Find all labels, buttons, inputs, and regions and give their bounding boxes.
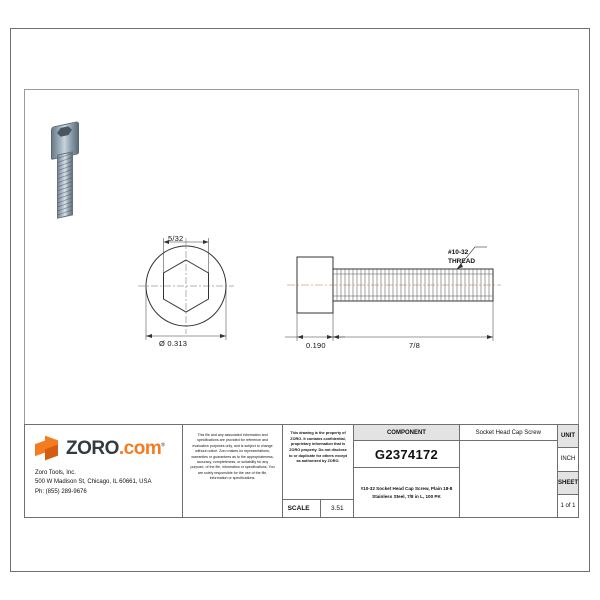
dim-head-length: 0.190 <box>306 341 326 350</box>
component-name: Socket Head Cap Screw <box>460 425 557 441</box>
dim-thread-length: 7/8 <box>409 341 421 350</box>
note-thread-spec-line2: THREAD <box>448 258 476 265</box>
sheet-label: SHEET <box>558 472 578 494</box>
company-address: 500 W Madison St, Chicago, IL 60661, USA <box>35 479 152 486</box>
render-thread-hatch <box>58 153 72 218</box>
dim-head-diameter: Ø 0.313 <box>159 339 188 348</box>
unit-sheet-cell <box>558 425 578 517</box>
scale-row <box>283 499 354 517</box>
disclaimer-text: This file and any associated information and specifications are provided for reference and evaluation purposes only, and is subject to change without notice. Zoro makes no representations, warranties or guarantees as to the appropriateness, accuracy, completeness, or suitability for any purpose, of the file, information or specifications. You are solely responsible for the use of the file, information or specifications. <box>183 425 282 517</box>
proprietary-cell <box>283 425 355 517</box>
side-view-drawing <box>279 229 509 354</box>
end-view-drawing <box>131 224 241 354</box>
zoro-trademark-symbol: ® <box>161 442 165 449</box>
component-label: COMPONENT <box>354 425 458 441</box>
screw-3d-render <box>47 124 93 224</box>
zoro-logo <box>35 437 172 460</box>
zoro-cube-logo-icon <box>35 437 61 460</box>
unit-value: INCH <box>560 456 576 463</box>
render-threaded-shank <box>57 151 73 218</box>
sheet-row <box>558 472 578 495</box>
title-block <box>24 424 579 518</box>
dim-across-flats: 5/32 <box>168 234 184 243</box>
unit-value-row <box>558 448 578 471</box>
sheet-value-row <box>558 495 578 517</box>
part-number: G2374172 <box>354 441 458 468</box>
scale-value: 3.51 <box>330 505 344 512</box>
zoro-wordmark <box>66 438 164 460</box>
unit-label: UNIT <box>558 425 578 447</box>
component-name-cell <box>460 425 558 517</box>
proprietary-text: This drawing is the property of ZORO. It contains confidential, proprietary information that is ZORO property. Do not disclose to or duplicate for others except as authorized by ZORO. <box>288 431 348 464</box>
sheet-value: 1 of 1 <box>560 502 576 509</box>
company-name: Zoro Tools, Inc. <box>35 470 76 476</box>
unit-row <box>558 425 578 448</box>
component-cell <box>354 425 459 517</box>
part-description: #10-32 Socket Head Cap Screw, Plain 18-8 Stainless Steel, 7/8 in L, 100 PK <box>360 486 453 499</box>
company-phone: Ph: (855) 289-9676 <box>35 488 87 495</box>
zoro-word-text: ZORO <box>66 437 119 459</box>
title-block-company-cell <box>25 425 183 517</box>
zoro-dotcom-text: .com <box>118 437 162 459</box>
company-address-block <box>35 469 172 497</box>
drawing-sheet-border <box>10 28 590 572</box>
scale-label: SCALE <box>283 500 322 517</box>
note-thread-spec-line1: #10-32 <box>448 249 469 256</box>
